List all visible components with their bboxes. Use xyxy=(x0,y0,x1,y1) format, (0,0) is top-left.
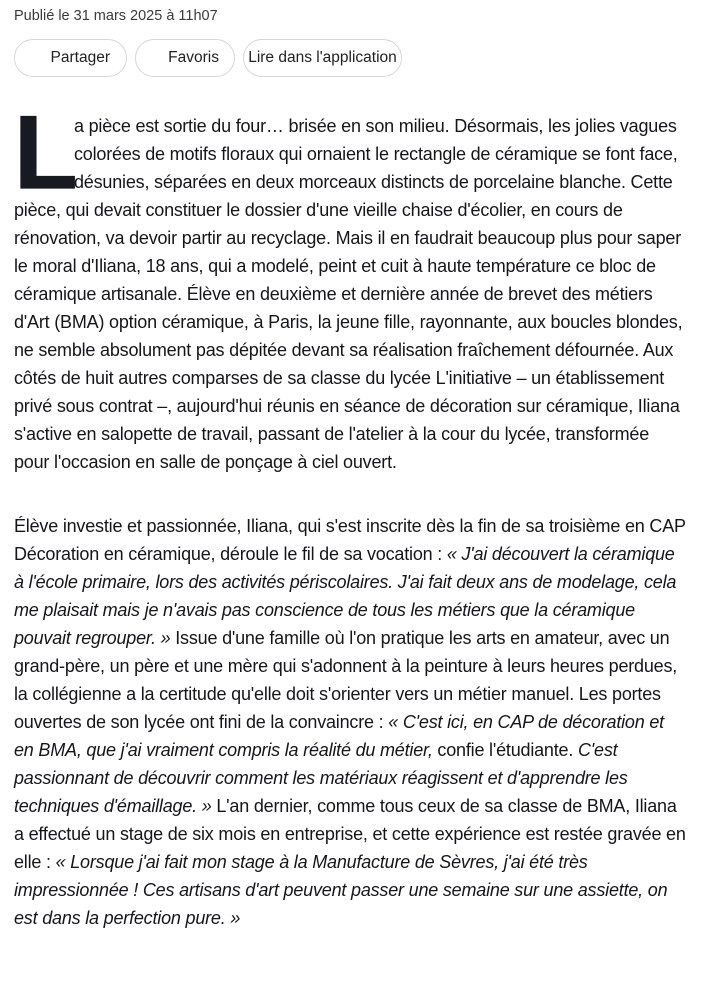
read-in-app-button[interactable] xyxy=(243,39,402,77)
paragraph xyxy=(14,95,687,476)
favorites-button[interactable] xyxy=(135,39,235,77)
text-segment: L'an dernier, comme tous ceux de sa classe de BMA, Iliana a effectué un stage de six mois en entreprise, et cette expérience est restée gravée en elle : xyxy=(14,796,686,872)
text-segment: « J'ai découvert la céramique à l'école primaire, lors des activités périscolaires. J'ai fait deux ans de modelage, cela me plaisait mais je n'avais pas conscience de tous les métiers que la céramique pouvait regrouper. » xyxy=(14,544,677,648)
text-segment: Élève investie et passionnée, Iliana, qui s'est inscrite dès la fin de sa troisième en CAP Décoration en céramique, déroule le fil de sa vocation : xyxy=(14,516,686,564)
favorites-button-label: Favoris xyxy=(168,49,219,66)
article-body xyxy=(14,95,687,932)
dropcap-letter: L xyxy=(14,95,78,211)
publication-date: Publié le 31 mars 2025 à 11h07 xyxy=(14,8,218,24)
text-segment: « C'est ici, en CAP de décoration et en BMA, que j'ai vraiment compris la réalité du métier, xyxy=(14,712,664,760)
text-segment: a pièce est sortie du four… brisée en son milieu. Désormais, les jolies vagues colorées de motifs floraux qui ornaient le rectangle de céramique se font face, désunies, séparées en deux morceaux distincts de porcelaine blanche. Cette pièce, qui devait constituer le dossier d'une vieille chaise d'écolier, en cours de rénovation, va devoir partir au recyclage. Mais il en faudrait beaucoup plus pour saper le moral d'Iliana, 18 ans, qui a modelé, peint et cuit à haute température ce bloc de céramique artisanale. Élève en deuxième et dernière année de brevet des métiers d'Art (BMA) option céramique, à Paris, la jeune fille, rayonnante, aux boucles blondes, ne semble absolument pas dépitée devant sa réalisation fraîchement défournée. Aux côtés de huit autres comparses de sa classe du lycée L'initiative – un établissement privé sous contrat –, aujourd'hui réunis en séance de décoration sur céramique, Iliana s'active en salopette de travail, passant de l'atelier à la cour du lycée, transformée pour l'occasion en salle de ponçage à ciel ouvert. xyxy=(14,116,683,472)
paragraph xyxy=(14,512,687,932)
text-segment: confie l'étudiante. xyxy=(437,740,578,760)
text-segment: « Lorsque j'ai fait mon stage à la Manufacture de Sèvres, j'ai été très impressionnée ! Ces artisans d'art peuvent passer une semaine sur une assiette, on est dans la perfection pure. » xyxy=(14,852,668,928)
share-button-label: Partager xyxy=(50,49,110,66)
action-bar xyxy=(14,39,687,77)
text-segment: C'est passionnant de découvrir comment les matériaux réagissent et d'apprendre les techniques d'émaillage. » xyxy=(14,740,628,816)
text-segment: Issue d'une famille où l'on pratique les arts en amateur, avec un grand-père, un père et une mère qui s'adonnent à la peinture à leurs heures perdues, la collégienne a la certitude qu'elle doit s'orienter vers un métier manuel. Les portes ouvertes de son lycée ont fini de la convaincre : xyxy=(14,628,678,732)
read-in-app-button-label: Lire dans l'application xyxy=(248,49,397,66)
share-button[interactable] xyxy=(14,39,127,77)
